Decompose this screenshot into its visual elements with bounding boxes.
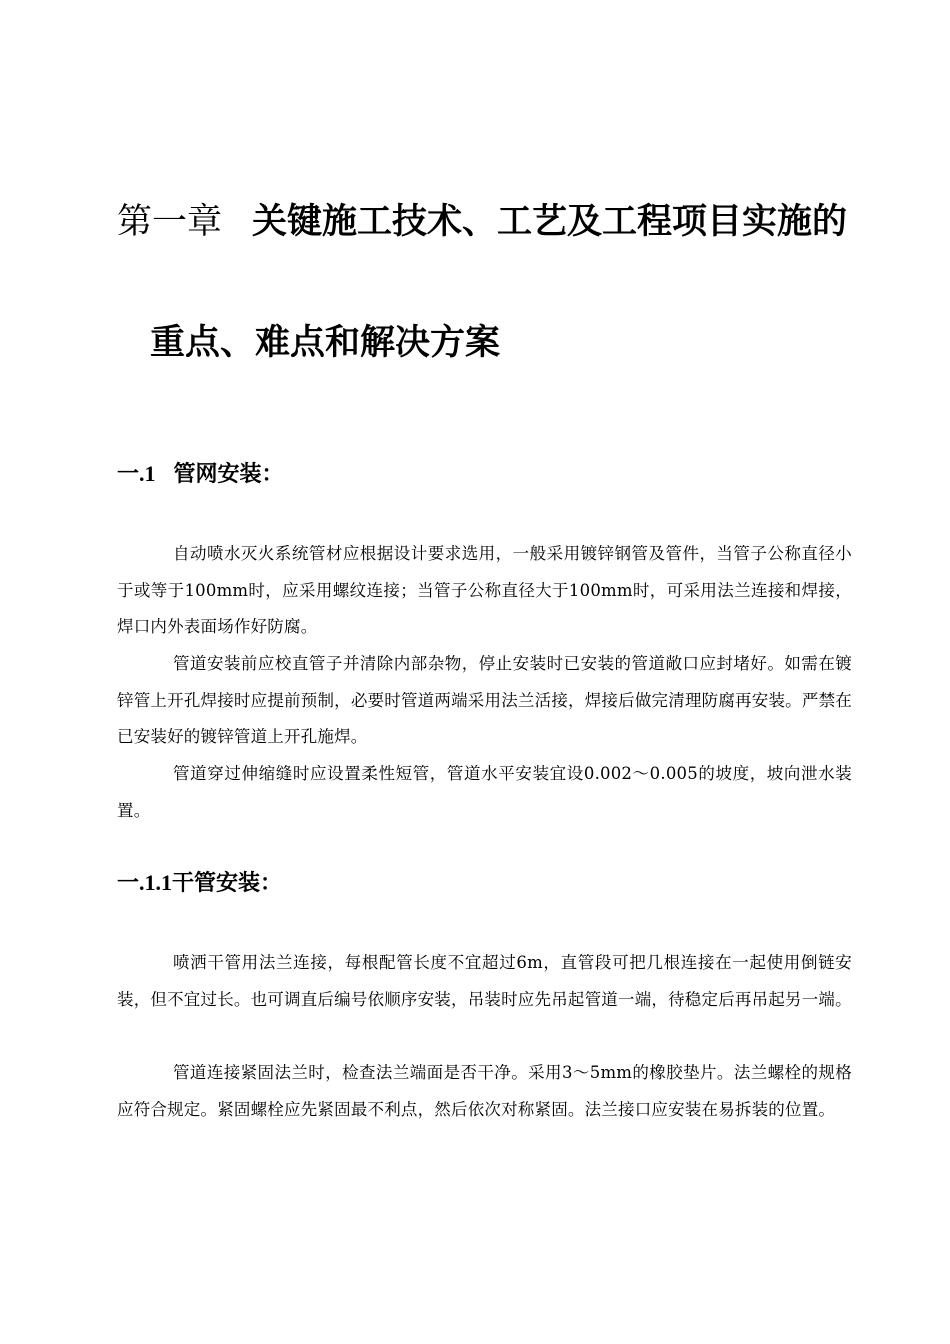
section-number: 一.1.1 xyxy=(117,870,173,895)
paragraph: 喷洒干管用法兰连接，每根配管长度不宜超过6m，直管段可把几根连接在一起使用倒链安装，但不宜过长。也可调直后编号依顺序安装，吊装时应先吊起管道一端，待稳定后再吊起另一端。 xyxy=(117,953,852,1009)
chapter-number: 第一章 xyxy=(117,202,223,242)
section-title: 管网安装： xyxy=(173,461,284,487)
paragraph: 管道连接紧固法兰时，检查法兰端面是否干净。采用3～5mm的橡胶垫片。法兰螺栓的规格应符合规定。紧固螺栓应先紧固最不利点，然后依次对称紧固。法兰接口应安装在易拆装的位置。 xyxy=(117,1063,852,1119)
chapter-heading xyxy=(117,198,877,246)
chapter-title-line1: 关键施工技术、工艺及工程项目实施的 xyxy=(252,201,848,242)
paragraph: 管道穿过伸缩缝时应设置柔性短管，管道水平安装宜设0.002～0.005的坡度，坡向泄水装置。 xyxy=(117,764,852,820)
section-heading-1 xyxy=(117,459,284,489)
section-heading-1-1 xyxy=(117,868,282,898)
paragraph: 自动喷水灭火系统管材应根据设计要求选用，一般采用镀锌钢管及管件，当管子公称直径小于或等于100mm时，应采用螺纹连接；当管子公称直径大于100mm时，可采用法兰连接和焊接，焊口内外表面场作好防腐。 xyxy=(117,544,852,636)
section-title: 干管安装： xyxy=(172,870,283,896)
section-number: 一.1 xyxy=(117,461,156,486)
paragraph: 管道安装前应校直管子并清除内部杂物，停止安装时已安装的管道敞口应封堵好。如需在镀锌管上开孔焊接时应提前预制，必要时管道两端采用法兰活接，焊接后做完清理防腐再安装。严禁在已安装好的镀锌管道上开孔施焊。 xyxy=(117,654,852,746)
chapter-title-line2: 重点、难点和解决方案 xyxy=(150,322,501,363)
